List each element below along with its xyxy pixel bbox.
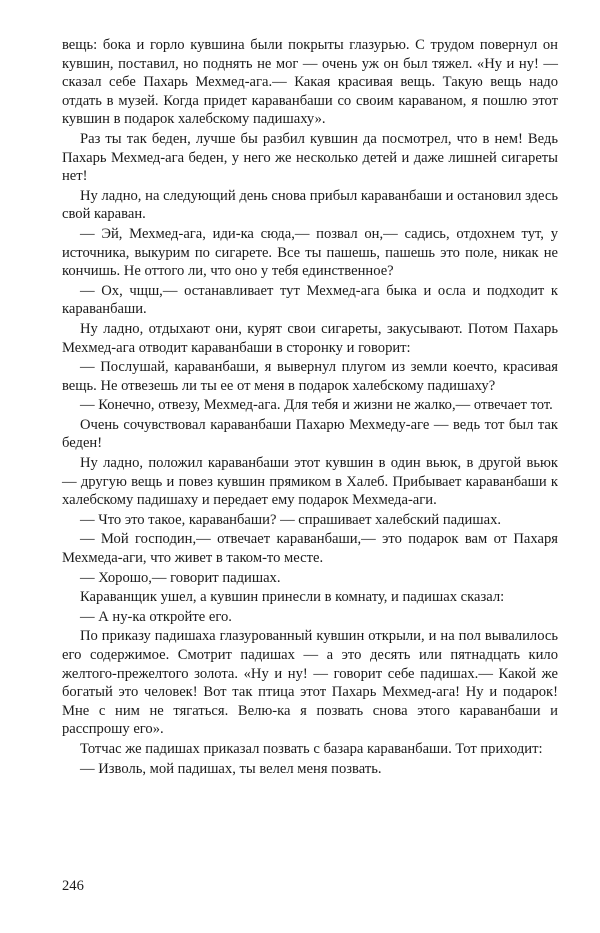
paragraph: Ну ладно, отдыхают они, курят свои сигареты, закусывают. Потом Пахарь Мехмед-ага отводит караванбаши в сторонку и говорит: [62,320,558,356]
page-body [62,36,558,779]
paragraph: — Хорошо,— говорит падишах. [80,569,281,586]
paragraph: Ну ладно, положил караванбаши этот кувшин в один вьюк, в другой вьюк — другую вещь и повез кувшин прямиком в Халеб. Прибывает караванбаши к халебскому падишаху и передает ему подарок Мехмеда-аги. [62,455,558,509]
paragraph: — Эй, Мехмед-ага, иди-ка сюда,— позвал он,— садись, отдохнем тут, у источника, выкурим по сигарете. Все ты пашешь, пашешь это поле, никак не кончишь. Не оттого ли, что оно у тебя единственное? [62,225,558,280]
paragraph: Караванщик ушел, а кувшин принесли в комнату, и падишах сказал: [80,589,505,606]
paragraph: Ну ладно, на следующий день снова прибыл караванбаши и остановил здесь свой караван. [62,187,558,223]
paragraph: Тотчас же падишах приказал позвать с базара караванбаши. Тот приходит: [80,740,543,757]
paragraph: Очень сочувствовал караванбаши Пахарю Мехмеду-аге — ведь тот был так беден! [62,416,558,452]
paragraph: — Ох, чщш,— останавливает тут Мехмед-ага быка и осла и подходит к караванбаши. [62,282,558,318]
paragraph: Раз ты так беден, лучше бы разбил кувшин да посмотрел, что в нем! Ведь Пахарь Мехмед-ага беден, у него же несколько детей и даже лишней сигареты нет! [62,130,558,185]
paragraph: — Изволь, мой падишах, ты велел меня позвать. [80,760,382,777]
page-number: 246 [62,878,84,894]
paragraph: — Мой господин,— отвечает караванбаши,— это подарок вам от Пахаря Мехмеда-аги, что живет в таком-то месте. [62,531,558,567]
paragraph: — Конечно, отвезу, Мехмед-ага. Для тебя и жизни не жалко,— отвечает тот. [80,397,553,414]
paragraph: По приказу падишаха глазурованный кувшин открыли, и на пол вывалилось его содержимое. Смотрит падишах — а это десять или пятнадцать кило желтого-прежелтого золота. «Ну и ну! — говорит себе падишах.— Какой же богатый это человек! Вот так птица этот Пахарь Мехмед-ага! Ну и подарок! Мне с ним не тягаться. Велю-ка я позвать снова этого караванбаши и расспрошу его». [62,628,558,738]
paragraph: — А ну-ка откройте его. [80,608,232,625]
paragraph: — Послушай, караванбаши, я вывернул плугом из земли коечто, красивая вещь. Не отвезешь ли ты ее от меня в подарок халебскому падишаху? [62,359,558,394]
paragraph: — Что это такое, караванбаши? — спрашивает халебский падишах. [80,511,502,528]
paragraph: вещь: бока и горло кувшина были покрыты глазурью. С трудом повернул он кувшин, поставил, но поднять не мог — очень уж он был тяжел. «Ну и ну! — сказал себе Пахарь Мехмед-ага.— Какая красивая вещь. Такую вещь надо отдать в музей. Когда придет караванбаши со своим караваном, я пошлю этот кувшин в подарок халебскому падишаху». [62,37,558,128]
